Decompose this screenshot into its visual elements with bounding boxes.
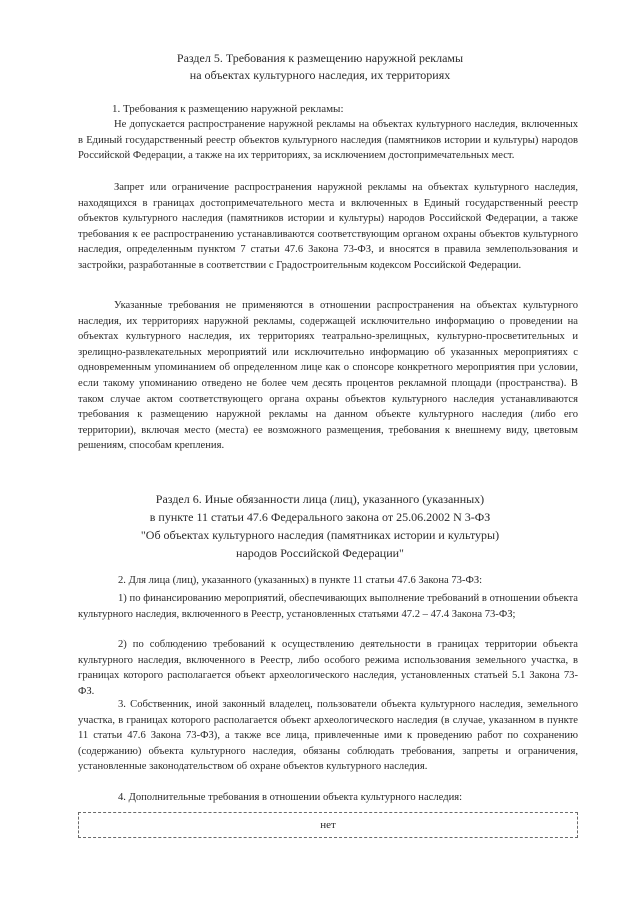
section6-title-line2: в пункте 11 статьи 47.6 Федерального закона от 25.06.2002 N 3-ФЗ — [149, 510, 491, 524]
section5-title-line2: на объектах культурного наследия, их территориях — [189, 68, 451, 82]
additional-requirements-value: нет — [320, 819, 336, 831]
item1-label: 1. Требования к размещению наружной рекламы: — [112, 103, 344, 115]
section5-title-line1: Раздел 5. Требования к размещению наружной рекламы — [176, 51, 464, 65]
additional-requirements-box — [78, 812, 578, 838]
item2-paragraph: 2. Для лица (лиц), указанного (указанных) в пункте 11 статьи 47.6 Закона 73-ФЗ: — [118, 575, 483, 586]
section6-title-line3: "Об объектах культурного наследия (памятниках истории и культуры) — [140, 528, 500, 542]
item4-paragraph: 4. Дополнительные требования в отношении объекта культурного наследия: — [118, 792, 463, 803]
section5-paragraph-3: Указанные требования не применяются в отношении распространения на объектах культурного наследия, их территориях наружной рекламы, содержащей исключительно информацию о проведении на объектах культурного наследия, их территориях театрально-зрелищных, культурно-просветительных и зрелищно-развлекательных мероприятий или исключительно информацию об указанных мероприятиях с одновременным упоминанием об определенном лице как о спонсоре конкретного мероприятия при условии, если такому упоминанию отведено не более чем десять процентов рекламной площади (пространства). В таком случае актом соответствующего органа охраны объектов культурного наследия устанавливаются требования к размещению наружной рекламы на данном объекте культурного наследия (либо его территории), включая место (места) ее возможного размещения, требования к внешнему виду, цветовым решениям, способам крепления. — [78, 300, 578, 452]
section6-title-line1: Раздел 6. Иные обязанности лица (лиц), указанного (указанных) — [155, 492, 485, 506]
item2-subitem2: 2) по соблюдению требований к осуществлению деятельности в границах территории объекта культурного наследия, включенного в Реестр, либо особого режима использования земельного участка, в границах которого располагается объект археологического наследия, установленных статьей 5.1 Закона 73-ФЗ. — [78, 639, 578, 697]
item2-subitem1: 1) по финансированию мероприятий, обеспечивающих выполнение требований в отношении объекта культурного наследия, включенного в Реестр, установленных статьями 47.2 – 47.4 Закона 73-ФЗ; — [78, 593, 578, 620]
section5-paragraph-2: Запрет или ограничение распространения наружной рекламы на объектах культурного наследия, находящихся в границах достопримечательного места и включенных в Единый государственный реестр объектов культурного наследия (памятников истории и культуры) народов Российской Федерации, а также требования к ее распространению устанавливаются соответствующим органом охраны объектов культурного наследия, определенным пунктом 7 статьи 47.6 Закона 73-ФЗ, и вносятся в правила землепользования и застройки, разработанные в соответствии с Градостроительным кодексом Российской Федерации. — [78, 182, 578, 271]
section5-paragraph-1: Не допускается распространение наружной рекламы на объектах культурного наследия, включенных в Единый государственный реестр объектов культурного наследия (памятников истории и культуры) народов Российской Федерации, а также на их территориях, за исключением достопримечательных мест. — [78, 119, 578, 162]
section6-title-line4: народов Российской Федерации" — [236, 546, 404, 560]
item3-paragraph: 3. Собственник, иной законный владелец, пользователи объекта культурного наследия, земельного участка, в границах которого располагается объект археологического наследия (в случае, указанном в пункте 11 статьи 47.6 Закона 73-ФЗ), а также все лица, привлеченные ими к проведению работ по сохранению (содержанию) объекта культурного наследия, обязаны соблюдать требования, запреты и ограничения, установленные законодательством об охране объектов культурного наследия. — [78, 699, 578, 773]
